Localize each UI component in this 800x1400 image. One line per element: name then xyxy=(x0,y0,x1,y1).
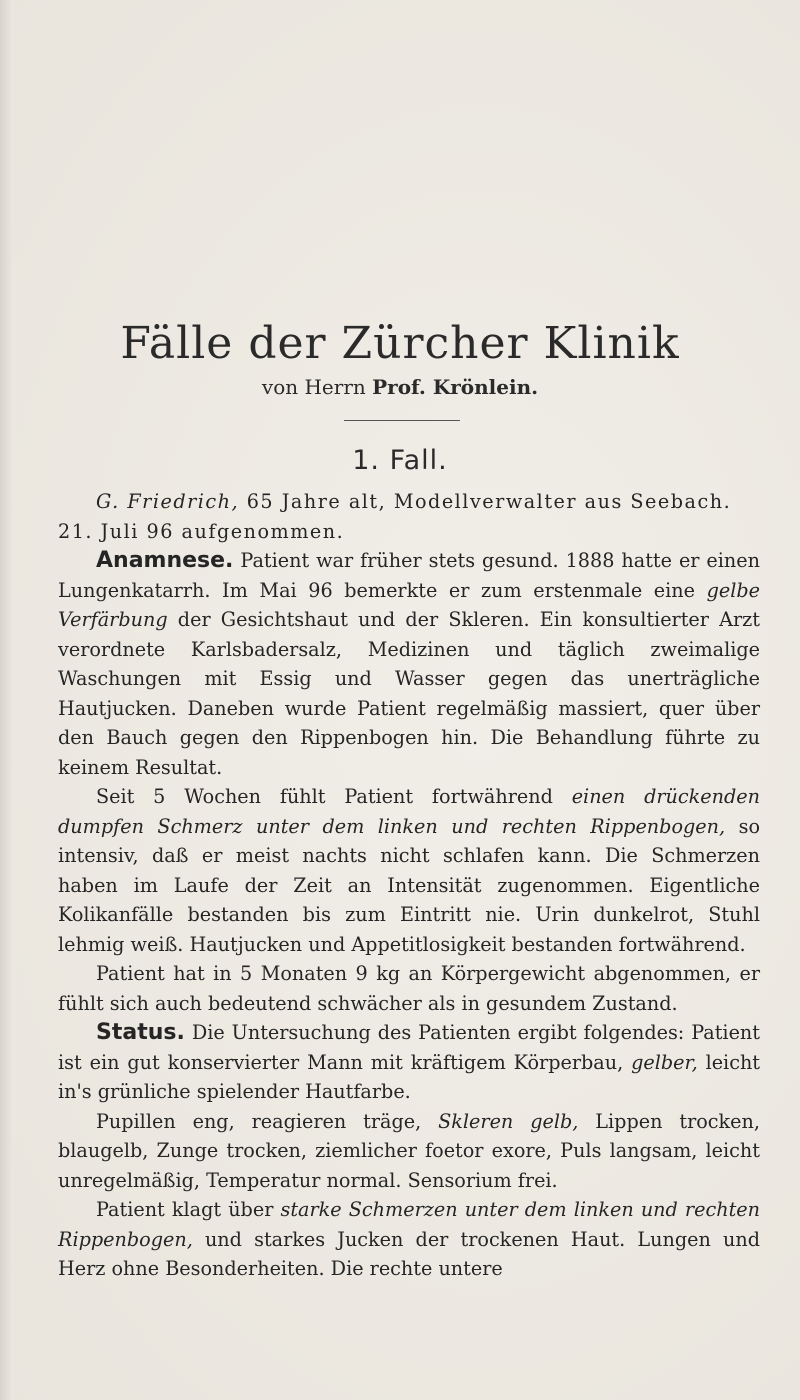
anamnese-paragraph-2 xyxy=(58,782,760,959)
page-edge-shadow xyxy=(0,0,14,1400)
anamnese-paragraph-1 xyxy=(58,546,760,782)
anamnese-text-1: Patient war früher stets gesund. 1888 hatte er einen Lungenkatarrh. Im Mai 96 bemerkte er zum erstenmale eine xyxy=(58,549,760,602)
intro-paragraph xyxy=(58,487,760,517)
intro-line1: 65 Jahre alt, Modellverwalter aus Seebach. xyxy=(239,490,732,513)
case-body xyxy=(58,487,760,1284)
page-subtitle xyxy=(0,375,800,399)
anamnese-paragraph-3: Patient hat in 5 Monaten 9 kg an Körpergewicht abgenommen, er fühlt sich auch bedeutend schwächer als in gesundem Zustand. xyxy=(58,962,760,1015)
subtitle-author: Prof. Krönlein. xyxy=(372,375,539,399)
status-p3-b: und starkes Jucken der trockenen Haut. Lungen und Herz ohne Besonderheiten. Die rechte untere xyxy=(58,1227,760,1280)
anamnese-p2-a: Seit 5 Wochen fühlt Patient fortwährend xyxy=(96,785,572,808)
anamnese-text-2: der Gesichtshaut und der Skleren. Ein konsultierter Arzt verordnete Karlsbadersalz, Medizinen und täglich zweimalige Waschungen mit Essig und Wasser gegen das unerträgliche Hautjucken. Daneben wurde Patient regelmäßig massiert, quer über den Bauch gegen den Rippenbogen hin. Die Behandlung führte zu keinem Resultat. xyxy=(58,608,760,779)
status-paragraph-3 xyxy=(58,1195,760,1284)
status-p2-a: Pupillen eng, reagieren träge, xyxy=(96,1109,439,1133)
case-heading: 1. Fall. xyxy=(352,445,448,476)
status-p3-a: Patient klagt über xyxy=(96,1198,281,1221)
status-paragraph-2 xyxy=(58,1107,760,1196)
status-text-2: leicht in's grünliche spielender Hautfarbe. xyxy=(58,1050,761,1103)
anamnese-heading: Anamnese. xyxy=(96,548,234,573)
status-heading: Status. xyxy=(96,1020,185,1045)
anamnese-italic-1: gelbe Verfärbung xyxy=(58,578,760,631)
intro-admission: 21. Juli 96 aufgenommen. xyxy=(58,519,345,543)
status-p3-italic: starke Schmerzen unter dem linken und rechten Rippenbogen, xyxy=(58,1198,760,1251)
status-p2-italic: Skleren gelb, xyxy=(438,1109,579,1133)
subtitle-prefix: von Herrn xyxy=(261,375,366,399)
title-divider xyxy=(344,420,460,421)
status-paragraph-1 xyxy=(58,1018,760,1107)
anamnese-p2-italic: einen drückenden dumpfen Schmerz unter dem linken und rechten Rippenbogen, xyxy=(58,785,760,838)
status-text-1: Die Untersuchung des Patienten ergibt folgendes: Patient ist ein gut konservierter Mann mit kräftigem Körperbau, xyxy=(58,1021,760,1074)
patient-name: G. Friedrich, xyxy=(96,490,240,513)
anamnese-p2-b: so intensiv, daß er meist nachts nicht schlafen kann. Die Schmerzen haben im Laufe der Zeit an Intensität zugenommen. Eigentliche Kolikanfälle bestanden bis zum Eintritt nie. Urin dunkelrot, Stuhl lehmig weiß. Hautjucken und Appetitlosigkeit bestanden fortwährend. xyxy=(58,814,760,956)
page-title: Fälle der Zürcher Klinik xyxy=(120,318,680,369)
status-p2-b: Lippen trocken, blaugelb, Zunge trocken, ziemlicher foetor exore, Puls langsam, leicht unregelmäßig, Temperatur normal. Sensorium frei. xyxy=(58,1109,760,1192)
status-italic-1: gelber, xyxy=(631,1050,698,1074)
